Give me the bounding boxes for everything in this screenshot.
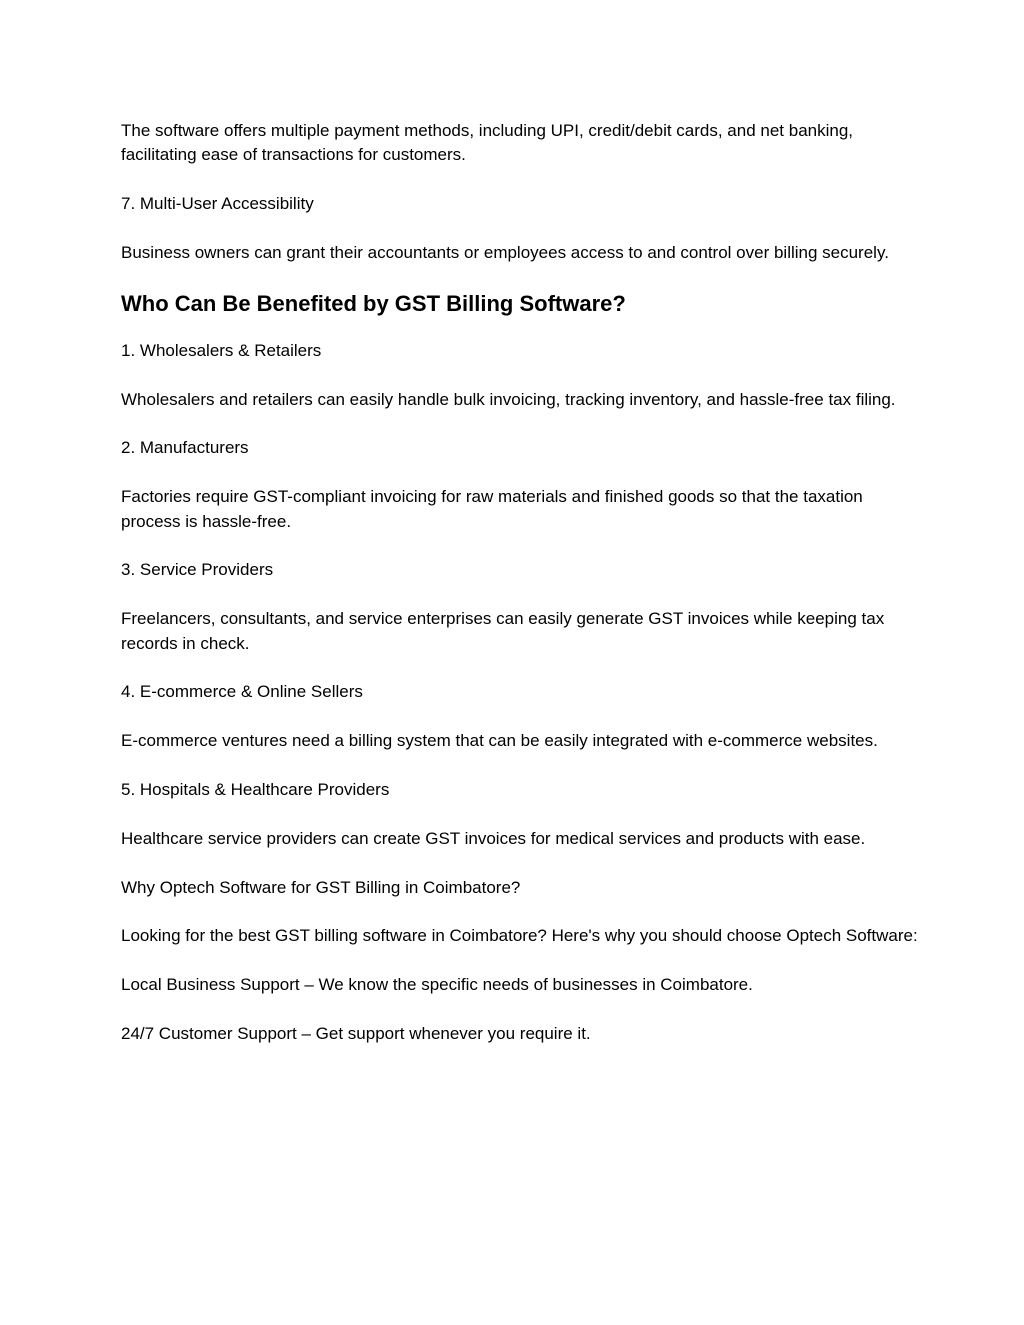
paragraph-why-optech: Looking for the best GST billing software in Coimbatore? Here's why you should choose Optech Software:	[121, 926, 918, 946]
item-hospitals-healthcare: 5. Hospitals & Healthcare Providers	[121, 779, 390, 799]
item-ecommerce-sellers: 4. E-commerce & Online Sellers	[121, 682, 363, 702]
item-wholesalers-retailers: 1. Wholesalers & Retailers	[121, 340, 322, 360]
item-manufacturers: 2. Manufacturers	[121, 438, 249, 458]
paragraph-wholesalers: Wholesalers and retailers can easily handle bulk invoicing, tracking inventory, and hassle-free tax filing.	[121, 389, 896, 409]
paragraph-manufacturers: Factories require GST-compliant invoicing for raw materials and finished goods so that the taxation process is hassle-free.	[121, 487, 863, 531]
paragraph-ecommerce: E-commerce ventures need a billing system that can be easily integrated with e-commerce websites.	[121, 731, 878, 751]
paragraph-multi-user: Business owners can grant their accountants or employees access to and control over billing securely.	[121, 243, 889, 262]
item-multi-user-accessibility: 7. Multi-User Accessibility	[121, 194, 314, 214]
subheading-why-optech: Why Optech Software for GST Billing in Coimbatore?	[121, 877, 521, 897]
document-page	[121, 119, 921, 1071]
paragraph-service-providers: Freelancers, consultants, and service enterprises can easily generate GST invoices while keeping tax records in check.	[121, 609, 885, 653]
item-service-providers: 3. Service Providers	[121, 560, 274, 580]
paragraph-payment-methods: The software offers multiple payment methods, including UPI, credit/debit cards, and net banking, facilitating ease of transactions for customers.	[121, 121, 854, 165]
paragraph-local-support: Local Business Support – We know the specific needs of businesses in Coimbatore.	[121, 975, 753, 995]
paragraph-customer-support: 24/7 Customer Support – Get support whenever you require it.	[121, 1023, 591, 1043]
section-heading: Who Can Be Benefited by GST Billing Software?	[121, 290, 626, 316]
paragraph-healthcare: Healthcare service providers can create GST invoices for medical services and products with ease.	[121, 828, 866, 848]
